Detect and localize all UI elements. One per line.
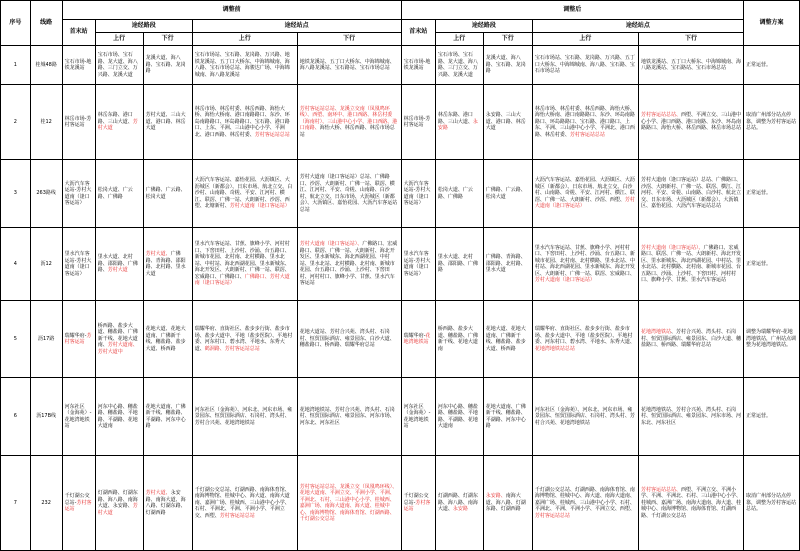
- cell-text: 芳村大道: [107, 267, 128, 274]
- table-row: [1, 301, 800, 378]
- after-path-up-cell: [435, 228, 483, 301]
- cell-text: 芳村客运站总站: [534, 512, 570, 519]
- after-stops-up-cell: [532, 160, 638, 228]
- cell-text: 芳村大道南（逢口客运站）: [229, 203, 290, 210]
- line-cell: 桂12: [30, 85, 62, 160]
- header-before-stops-up: 上行: [192, 33, 297, 46]
- cell-text: 千灯湖公交总站、灯湖西路、南海体育馆、南海博物馆、桂城中心、海大道、南海大道南、嘉洲广场、桂城西、三山港中心小学、石村、平洲北、平洲、平洲小学、平洲立交、西塱、: [534, 486, 635, 513]
- before-path-up-cell: [95, 160, 143, 228]
- before-path-down-cell: [143, 378, 192, 456]
- plan-cell: [743, 456, 799, 551]
- cell-text: 广佛路、广云路、松岗大道: [145, 187, 186, 200]
- cell-text: 永安路、: [485, 493, 506, 500]
- line-cell: 桂城48路: [30, 46, 62, 85]
- cell-text: 广佛路、青海路、邵阳路、北村路、里水大道: [145, 251, 186, 277]
- cell-text: 芳村客运站总站: [219, 512, 255, 519]
- cell-text: 永安路: [437, 118, 478, 132]
- header-before-path-down: 下行: [143, 33, 192, 46]
- cell-text: 千灯湖公交总站、灯湖西路、南海体育馆、南海博物馆、桂城中心、海大道、南海大道南、嘉洲广场、桂城西、三山港中心小学、石村、平洲北、平洲、平洲小学、平洲立交、西塱、: [194, 486, 290, 519]
- table-body: [1, 46, 800, 551]
- cell-text: 花地湾地铁站总站: [534, 345, 575, 352]
- cell-text: 花地大道南、广佛新干线、穗盐路、平湖路、河东中心路: [145, 403, 186, 429]
- before-stops-down-cell: [297, 85, 401, 160]
- cell-text: 花地湾地铁站: [640, 329, 671, 336]
- after-stops-down-cell: [638, 85, 743, 160]
- cell-text: 取消广州部分站点停靠，调整为芳村客运站总站。: [745, 112, 796, 132]
- cell-text: 正常运营。: [745, 260, 771, 267]
- header-before-stops: 途经站点: [192, 20, 401, 33]
- cell-text: 芳村大道: [97, 503, 138, 516]
- cell-text: 芳村大道南（逢口客运站）总站、广佛路口、沙滘、大朗新村、广佛一站、联滘、横江、江河村、平安、奇槎、山南路、白沙村、航北立交、日东市场、大沥城区（新都会）、大沥镇区、嘉怡花园、大沥汽车客运站总站: [640, 177, 741, 210]
- before-stops-down-cell: [297, 160, 401, 228]
- cell-text: 芳村客运站总站、: [640, 112, 681, 119]
- after-stops-down-cell: [638, 301, 743, 378]
- cell-text: 芳村大道南（逢口客运站）总站、广佛路口、沙滘、大朗新村、广佛一站、联滘、横江、江河村、平安、奇槎、山南路、白沙村、航北立交、日东市场、大沥城区（新都会）、大沥镇区、嘉怡花园、大沥汽车客运站总站: [299, 174, 398, 213]
- cell-text: 芳村客运站总站、龙溪立交南（凤凰鸣环线）、西塱、南环中、港口西路、林岳村委（海南村）、三山港中心小学、港口西路、港口南路、: [299, 105, 398, 132]
- cell-text: 龙溪大道、海八路、宝石路、龙岗路: [145, 55, 186, 75]
- cell-text: 正常运营。: [745, 413, 771, 420]
- cell-text: 里水汽车客运站-芳村大道南（逢口客运站）: [64, 251, 92, 277]
- after-terminal-cell: [401, 85, 435, 160]
- plan-cell: [743, 46, 799, 85]
- before-path-down-cell: [143, 228, 192, 301]
- header-after-terminal: 首末站: [401, 20, 435, 46]
- table-row: [1, 46, 800, 85]
- cell-text: 花地大道、花地大道南、广佛新干线、穗盐路、盐步大道、桥西路: [485, 326, 526, 352]
- after-path-up-cell: [435, 160, 483, 228]
- plan-cell: [743, 85, 799, 160]
- seq-cell: 6: [1, 378, 31, 456]
- cell-text: 芳村大道: [97, 118, 138, 132]
- line-cell: 沥17B线: [30, 378, 62, 456]
- after-stops-down-cell: [638, 160, 743, 228]
- cell-text: 广佛路、青海路、邵阳路、北村路、里水大道: [485, 254, 526, 274]
- before-terminal-cell: [62, 456, 95, 551]
- header-before-path-up: 上行: [95, 33, 143, 46]
- seq-cell: 7: [1, 456, 31, 551]
- cell-text: 西塱、平洲立交、三山港中心小学、港口西路、港口南路、东沙、环岛南路路口、海怡大桥、林岳西路、林岳市场总站: [640, 112, 741, 132]
- cell-text: 永安路、三山大道、港口路、林岳大道: [485, 112, 526, 132]
- cell-text: 广佛路口、宏威路口、联滘、广佛一站、大朗新村、海北开发区、里水新城东、海北西湖花园、中村站、里水北站、北村横路、北村南、新城市花园、台五路口、沙涌、上沙村、下窖田村、河村村口、旗峰小学、甘蕉、里水汽车客运站: [640, 244, 741, 283]
- cell-text: 瑞耀华府、直街社区、盐步步行街、盐步市场、盐步大道中、平地（盐步医院）、平地村委、河东村口、碧水湾、平地水、东秀大道、: [194, 326, 293, 352]
- after-terminal-cell: [401, 378, 435, 456]
- cell-text: 宝石市场站、宝石路、龙岗路、万兴路、五丁口大桥东、中海锦城南、海八路、宝石路、宝石市场总站: [534, 55, 635, 75]
- line-cell: 沥17路: [30, 301, 62, 378]
- cell-text: 大沥汽车客运站、嘉怡花园、大沥镇区、大沥城区（新都会）、日东市场、航北立交、白沙村、山南路、奇槎、平安、江河村、横江、联滘、广佛一站、大朗新村、沙滘、西塱、: [534, 177, 635, 203]
- cell-text: 花地大道站、芳村合兴苑、湾头村、石岗村、恒贸国际酒店、雍景园东、白沙大道、穗盐路口、桥西路、瑞耀华府总站: [299, 329, 395, 349]
- before-path-up-cell: [95, 378, 143, 456]
- before-path-down-cell: [143, 160, 192, 228]
- after-stops-up-cell: [532, 228, 638, 301]
- cell-text: 大沥汽车客运站-芳村大道南（逢口客运站）: [64, 180, 92, 206]
- cell-text: 松岗大道、广云路、广佛路: [97, 187, 133, 200]
- table-row: [1, 378, 800, 456]
- cell-text: 宝石市场站、宝石路、龙岗路、万兴路、地铁龙溪站、五丁口大桥东、中海锦城南、海八路、宝石市场总站、海骏达广场、中海锦城南、海八路龙溪站: [194, 52, 290, 78]
- cell-text: 瑞耀华府、直街社区、盐步步行街、盐步市场、盐步大道中、平地（盐步医院）、平地村委、河东村口、碧水湾、平地水、东秀大道、: [534, 326, 635, 345]
- plan-cell: [743, 160, 799, 228]
- seq-cell: 2: [1, 85, 31, 160]
- after-terminal-cell: [401, 160, 435, 228]
- after-stops-up-cell: [532, 46, 638, 85]
- cell-text: 里水汽车客运站、甘蕉、旗峰小学、河村村口、下窖田村、上沙村、沙涌、台五路口、新城市花园、北村南、北村横路、里水北站、中村站、海北西湖花园、里水新城东、海北开发区、大朗新村、广佛一站、联滘、宏威路口、广佛路口、: [194, 241, 290, 280]
- before-stops-down-cell: [297, 46, 401, 85]
- line-cell: 沥12: [30, 228, 62, 301]
- cell-text: 芳村大道、三山大道、港口路、林岳大道: [145, 112, 186, 132]
- cell-text: 河东中心路、穗盐路、穗盐路、平地路、平湖路、花地大道南: [97, 403, 138, 429]
- header-before-path: 途经路段: [95, 20, 192, 33]
- header-after-stops-up: 上行: [532, 33, 638, 46]
- cell-text: 芳村大道南（逢口客运站）: [534, 277, 595, 283]
- cell-text: 鹤洞路、芳村客运站总站: [204, 345, 260, 352]
- cell-text: 芳村大道南（逢口客运站）: [534, 196, 635, 210]
- before-terminal-cell: [62, 85, 95, 160]
- cell-text: 河东中心路、穗盐路、穗盐路、平地路、平湖路、花地大道南: [437, 403, 478, 429]
- cell-text: 花地湾地铁站、芳村合兴苑、湾头村、石岗村、恒贸国际酒店、雍景园东、河东市场、河东北、河东社区: [640, 406, 741, 426]
- before-stops-up-cell: [192, 456, 297, 551]
- header-after-path: 途经路段: [435, 20, 532, 33]
- header-before-stops-down: 下行: [297, 33, 401, 46]
- cell-text: 千灯湖公交总站-: [403, 493, 429, 506]
- cell-text: 正常运营。: [745, 61, 771, 68]
- before-path-down-cell: [143, 456, 192, 551]
- cell-text: 林岳市场、林岳村委、林岳西路、海怡大桥、海怡大桥南、港口南路路口、东沙、环岛南路路口、环岛路路口、宝石路、港口路口、上东、平洲、三山港中心小学、平洲北、港口西路、林岳村委、: [534, 105, 635, 138]
- seq-cell: 1: [1, 46, 31, 85]
- cell-text: 河东社区（金海苑）、河东北、河东市场、雍景园东、恒贸国际酒店、石岗村、湾头村、芳村合兴苑、花地湾地铁站: [194, 406, 293, 426]
- line-cell: 263路线: [30, 160, 62, 228]
- header-before-terminal: 首末站: [62, 20, 95, 46]
- after-terminal-cell: [401, 301, 435, 378]
- cell-text: 永安路、南海大道、海八路、灯湖东路、灯湖西路: [145, 490, 186, 516]
- cell-text: 林岳市场-芳村客运站: [403, 115, 431, 128]
- cell-text: 河东社区（金海苑）-花地湾地铁站: [403, 403, 431, 429]
- before-terminal-cell: [62, 378, 95, 456]
- before-path-up-cell: [95, 228, 143, 301]
- cell-text: 里水大道、北村路、邵阳路、广佛路: [437, 254, 478, 274]
- cell-text: 广佛路口、宏威路口、联滘、广佛一站、大朗新村、海北开发区、里水新城东、海北西湖花园、中村站、里水北站、北村横路、北村南、新城市花园、台五路口、沙涌、上沙村、下窖田村、河村村口、旗峰小学、甘蕉、里水汽车客运站: [299, 241, 398, 287]
- cell-text: 林岳市场、林岳村委、林岳西路、海怡大桥、海怡大桥南、港口南路路口、东沙、环岛南路路口、环岛路路口、宝石路、港口路口、上东、平洲、三山港中心小学、平洲北、港口西路、林岳村委、: [194, 105, 290, 138]
- before-stops-down-cell: [297, 228, 401, 301]
- cell-text: 花地湾地铁站: [403, 332, 431, 345]
- cell-text: 芳村客运站总站、: [640, 486, 681, 493]
- table-row: [1, 228, 800, 301]
- after-path-up-cell: [435, 85, 483, 160]
- header-before: 调整前: [62, 1, 401, 20]
- after-path-down-cell: [483, 301, 532, 378]
- after-stops-down-cell: [638, 378, 743, 456]
- header-after-stops: 途经站点: [532, 20, 743, 33]
- cell-text: 大沥汽车客运站、嘉怡花园、大沥镇区、大沥城区（新都会）、日东市场、航北立交、白沙村、山南路、奇槎、平安、江河村、横江、联滘、广佛一站、大朗新村、沙滘、西塱、北塘新村、: [194, 177, 293, 210]
- cell-text: 千灯湖公交总站-: [64, 493, 90, 506]
- cell-text: 芳村大道、: [145, 490, 171, 496]
- before-stops-up-cell: [192, 228, 297, 301]
- cell-text: 花地大道、花地大道南、广佛新干线、穗盐路、盐步大道、桥西路: [145, 326, 186, 352]
- cell-text: 河东社区（金海苑）-花地湾地铁站: [64, 403, 92, 429]
- after-path-up-cell: [435, 456, 483, 551]
- cell-text: 芳村客运站: [403, 499, 431, 513]
- after-path-up-cell: [435, 378, 483, 456]
- cell-text: 桥西路、盐步大道、穗盐路、广佛新干线、花地大道南、: [97, 322, 138, 349]
- after-terminal-cell: [401, 456, 435, 551]
- cell-text: 芳村大道南、芳村大道中: [97, 342, 138, 355]
- cell-text: 龙溪大道、海八路、宝石路、龙岗路: [485, 55, 526, 75]
- cell-text: 灯湖西路、灯湖东路、海八路、南海大道、: [437, 493, 478, 513]
- after-path-down-cell: [483, 85, 532, 160]
- cell-text: 芳村客运站: [64, 499, 92, 513]
- after-stops-down-cell: [638, 46, 743, 85]
- cell-text: 里水汽车客运站-芳村大道南（逢口客运站）: [403, 251, 431, 277]
- header-after-path-down: 下行: [483, 33, 532, 46]
- cell-text: 、芳村合兴苑、湾头村、石岗村、恒贸国际酒店、雍景园东、白沙大道、穗盐路口、桥西路、瑞耀华府总站: [640, 329, 741, 349]
- cell-text: 广佛路、广云路、松岗大道: [485, 187, 526, 200]
- after-path-down-cell: [483, 456, 532, 551]
- cell-text: 宝石市场、宝石路、龙大道、海八路、三门立交、万兴路、龙溪大道: [437, 52, 478, 78]
- cell-text: 海怡大桥、林岳西路、林岳市场总站: [299, 125, 395, 138]
- before-path-down-cell: [143, 301, 192, 378]
- cell-text: 宝石市场、宝石路、龙大道、海八路、三门立交、万兴路、龙溪大道: [97, 52, 138, 78]
- after-path-down-cell: [483, 378, 532, 456]
- cell-text: 地铁龙溪站、五丁口大桥东、中海锦城南、海八路龙溪站、宝石路站、宝石市场总站: [640, 58, 741, 71]
- before-terminal-cell: [62, 301, 95, 378]
- plan-cell: [743, 228, 799, 301]
- cell-text: 芳村大道南（逢口客运站）、: [640, 244, 704, 251]
- after-path-up-cell: [435, 46, 483, 85]
- cell-text: 地铁龙溪站、五丁口大桥东、中海锦城南、海八路龙溪站、宝石路站、宝石市场总站: [299, 58, 395, 71]
- header-after-path-up: 上行: [435, 33, 483, 46]
- cell-text: 调整为瑞耀华府-花地湾地铁站，广州站点调整为花地湾地铁站。: [745, 329, 796, 349]
- plan-cell: [743, 301, 799, 378]
- before-stops-up-cell: [192, 160, 297, 228]
- header-seq: 序号: [1, 1, 31, 46]
- cell-text: 林岳东路、港口路、三山大道、: [437, 112, 473, 125]
- cell-text: 芳村客运站总站: [569, 131, 605, 138]
- after-stops-up-cell: [532, 301, 638, 378]
- cell-text: 芳村大道南（逢口客运站）、: [299, 241, 363, 248]
- table-row: [1, 456, 800, 551]
- cell-text: 大沥汽车客运站-芳村大道南（逢口客运站）: [403, 180, 431, 206]
- after-stops-up-cell: [532, 85, 638, 160]
- cell-text: 桥西路、盐步大道、穗盐路、广佛新干线、花地大道南: [437, 326, 478, 352]
- after-stops-down-cell: [638, 456, 743, 551]
- cell-text: 西塱、平洲立交、平洲小学、平洲、平洲北、石村、三山港中心小学、桂城西、嘉洲广场、南海大道南、海大道、桂城中心、南海博物馆、南海体育馆、灯湖西路、千灯湖公交总站: [640, 486, 741, 519]
- before-stops-down-cell: [297, 378, 401, 456]
- cell-text: 河东社区（金海苑）、河东北、河东市场、雍景园东、恒贸国际酒店、石岗村、湾头村、芳村合兴苑、花地湾地铁站: [534, 406, 635, 426]
- seq-cell: 5: [1, 301, 31, 378]
- before-path-down-cell: [143, 85, 192, 160]
- cell-text: 宝石市场-地铁龙溪站: [64, 58, 92, 71]
- table-row: [1, 160, 800, 228]
- before-stops-up-cell: [192, 378, 297, 456]
- before-stops-up-cell: [192, 46, 297, 85]
- after-stops-up-cell: [532, 456, 638, 551]
- cell-text: 芳村大道、: [145, 251, 171, 257]
- cell-text: 里水汽车客运站、甘蕉、旗峰小学、河村村口、下窖田村、上沙村、沙涌、台五路口、新城市花园、北村南、北村横路、里水北站、中村站、海北西湖花园、里水新城东、海北开发区、大朗新村、广佛一站、联滘、宏威路口、: [534, 244, 635, 277]
- before-stops-up-cell: [192, 85, 297, 160]
- cell-text: 松岗大道、广云路、广佛路: [437, 187, 473, 200]
- plan-cell: [743, 378, 799, 456]
- after-terminal-cell: [401, 46, 435, 85]
- cell-text: 永安路: [452, 506, 468, 513]
- cell-text: 林岳市场-芳村客运站: [64, 115, 92, 128]
- cell-text: 灯湖西路、灯湖东路、海八路、南海大道、永安路、: [97, 490, 138, 509]
- before-terminal-cell: [62, 160, 95, 228]
- seq-cell: 4: [1, 228, 31, 301]
- header-after: 调整后: [401, 1, 743, 20]
- cell-text: 瑞耀华府-: [403, 332, 426, 339]
- after-stops-up-cell: [532, 378, 638, 456]
- before-path-up-cell: [95, 46, 143, 85]
- cell-text: 花地大道南、广佛新干线、穗盐路、平湖路、河东中心路: [485, 403, 526, 429]
- before-stops-down-cell: [297, 301, 401, 378]
- before-stops-up-cell: [192, 301, 297, 378]
- cell-text: 芳村客运站总站、龙溪立交（凤凰鸣环线）、花地大道南、平洲立交、平洲小学、平洲、平洲北、石村、三山港中心小学、桂城西、嘉洲广场、南海大道南、海大道、桂城中心、南海博物馆、南海体育馆、灯湖西路、千灯湖公交总站: [299, 483, 398, 522]
- table-row: [1, 85, 800, 160]
- after-stops-down-cell: [638, 228, 743, 301]
- header-line: 线路: [30, 1, 62, 46]
- before-path-down-cell: [143, 46, 192, 85]
- cell-text: 正常运营。: [745, 190, 771, 197]
- after-terminal-cell: [401, 228, 435, 301]
- before-terminal-cell: [62, 228, 95, 301]
- cell-text: 广佛路口、芳村大道南（逢口客运站）: [194, 273, 290, 287]
- cell-text: 林岳东路、港口路、三山大道、: [97, 112, 133, 125]
- before-stops-down-cell: [297, 456, 401, 551]
- header-plan: 调整方案: [743, 1, 799, 46]
- cell-text: 里水大道、北村路、邵阳路、广佛路、: [97, 254, 138, 274]
- seq-cell: 3: [1, 160, 31, 228]
- cell-text: 芳村客运站: [64, 332, 92, 345]
- after-path-down-cell: [483, 228, 532, 301]
- cell-text: 南海大道、海八路、灯湖东路、灯湖西路: [485, 493, 526, 513]
- before-terminal-cell: [62, 46, 95, 85]
- after-path-down-cell: [483, 46, 532, 85]
- before-path-up-cell: [95, 85, 143, 160]
- cell-text: 宝石市场-地铁龙溪站: [403, 58, 431, 71]
- header-after-stops-down: 下行: [638, 33, 743, 46]
- cell-text: 瑞耀华府-: [64, 332, 87, 339]
- before-path-up-cell: [95, 456, 143, 551]
- after-path-down-cell: [483, 160, 532, 228]
- line-cell: 232: [30, 456, 62, 551]
- cell-text: 取消广州部分站点停靠，调整为芳村客运站总站。: [745, 493, 796, 513]
- before-path-up-cell: [95, 301, 143, 378]
- after-path-up-cell: [435, 301, 483, 378]
- cell-text: 芳村客运站总站: [254, 131, 290, 138]
- cell-text: 花地湾地铁站、芳村合兴苑、湾头村、石岗村、恒贸国际酒店、雍景园东、河东市场、河东北、河东社区: [299, 406, 395, 426]
